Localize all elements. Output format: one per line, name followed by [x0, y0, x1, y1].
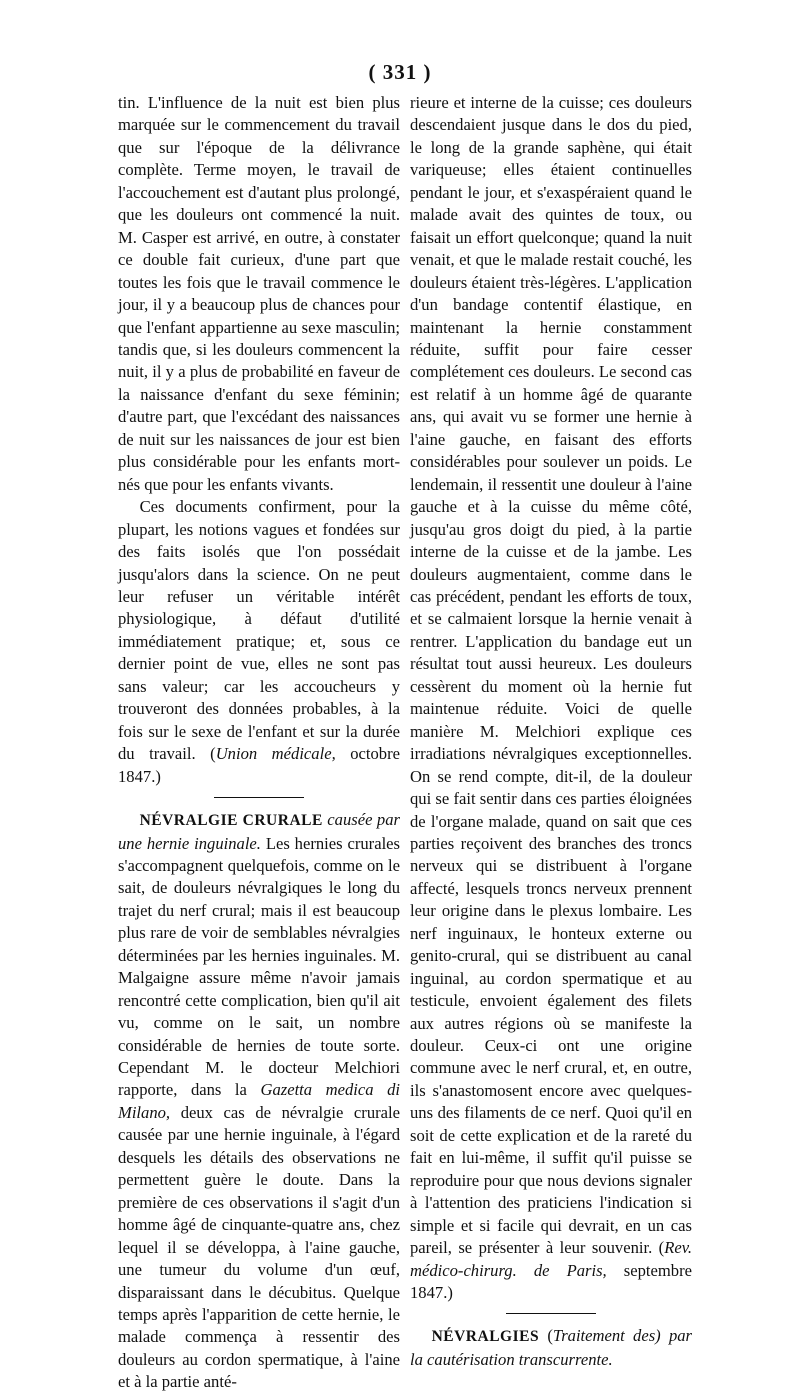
article-subheading: Traitement des) — [552, 1326, 661, 1346]
paragraph-text: Ces documents confirment, pour la plupart, les notions vagues et fondées sur des faits isolés que l'on possédait jusqu'alors dans la science. On ne peut leur refuser un véritable intérêt physiologique, à défaut d'utilité immédiatement pratique; et, sous ce dernier point de vue, elles ne sont pas sans valeur; car les accoucheurs y trouveront des données probables, à la fois sur le sexe de l'enfant et sur la durée du travail. — [118, 497, 400, 764]
paragraph — [118, 809, 400, 1394]
paragraph-text: rieure et interne de la cuisse; ces douleurs descendaient jusque dans le dos du pied, le long de la grande saphène, qui était variqueuse; elles étaient continuelles pendant le jour, et s'exaspéraient quand le malade avait des quintes de toux, ou faisait un effort quelconque; quand la nuit venait, et que le malade restait couché, les douleurs étaient très-légères. L'application d'un bandage contentif élastique, en maintenant la hernie constamment réduite, suffit pour faire cesser complétement ces douleurs. Le second cas est relatif à un homme âgé de quarante ans, qui avait vu se former une hernie à l'aine gauche, en faisant des efforts considérables pour soulever un poids. Le lendemain, il ressentit une douleur à l'aine gauche et à la cuisse du même côté, jusqu'au gros doigt du pied, à la partie interne de la cuisse et de la jambe. Les douleurs augmentaient, comme dans le cas précédent, pendant les efforts de toux, et se calmaient lorsque la hernie venait à rentrer. L'application du bandage eut un résultat tout aussi heureux. Les douleurs cessèrent du moment où la hernie fut maintenue réduite. Voici de quelle manière M. Melchiori explique ces irradiations névralgiques exceptionnelles. On se rend compte, dit-il, de la douleur qui se fait sentir dans ces parties éloignées de l'organe malade, quand on sait que ces parties reçoivent des branches des troncs nerveux qui se distribuent à l'organe affecté, lesquels troncs nerveux prennent leur origine dans le plexus lombaire. Les nerf inguinaux, le honteux externe ou genito-crural, qui se distribuent au canal inguinal, au cordon spermatique et au testicule, envoient également des filets aux autres régions où se manifeste la douleur. Ceux-ci ont une origine commune avec le nerf crural, et, en outre, ils s'anastomosent encore avec quelques-uns des filaments de ce nerf. Quoi qu'il en soit de cette explication et de la rareté du fait en lui-même, il suffit qu'il puisse se reproduire pour que nous devions signaler à l'attention des praticiens l'indication si simple et si facile qui devrait, en un cas pareil, se présenter à leur souvenir. — [410, 93, 692, 1258]
source-citation: Union médicale, — [215, 744, 336, 764]
journal-citation: Gazetta medica di Milano, — [118, 1080, 400, 1122]
paragraph — [118, 496, 400, 788]
paragraph — [410, 1325, 692, 1371]
page-number: ( 331 ) — [368, 60, 432, 84]
subheading-open-paren: ( — [547, 1326, 553, 1346]
article-subheading-continued: par la cautérisation transcurrente. — [410, 1326, 693, 1369]
source-open-paren: ( — [210, 744, 216, 764]
section-divider — [506, 1313, 596, 1314]
paragraph: tin. L'influence de la nuit est bien plus marquée sur le commencement du travail que sur l'époque de la délivrance complète. Terme moyen, le travail de l'accouchement est d'autant plus prolongé, que les douleurs ont commencé la nuit. M. Casper est arrivé, en outre, à constater ce double fait curieux, d'une part que toutes les fois que le travail commence le jour, il y a beaucoup plus de chances pour que l'enfant appartienne au sexe masculin; tandis que, si les douleurs commencent la nuit, il y a plus de probabilité en faveur de la naissance d'enfant du sexe féminin; d'autre part, que l'excédant des naissances de nuit sur les naissances de jour est bien plus considérable pour les enfants mort-nés que pour les enfants vivants. — [118, 93, 400, 494]
section-divider — [214, 797, 304, 798]
article-heading: NÉVRALGIES — [431, 1328, 540, 1346]
right-column — [410, 92, 692, 1371]
paragraph — [410, 92, 692, 1304]
left-column — [118, 92, 400, 1394]
article-heading: NÉVRALGIE CRURALE — [139, 812, 323, 830]
source-open-paren: ( — [658, 1238, 665, 1258]
paragraph-text: deux cas de névralgie crurale causée par une hernie inguinale, à l'égard desquels les détails des observations ne permettent guère le doute. Dans la première de ces observations il s'agit d'un homme âgé de cinquante-quatre ans, chez lequel il se développa, à l'aine gauche, une tumeur du volume d'un œuf, disparaissant dans le décubitus. Quelque temps après l'apparition de cette hernie, le malade commença à ressentir des douleurs au cordon spermatique, à l'aine et à la partie anté- — [118, 1102, 400, 1392]
paragraph-text: Les hernies crurales s'accompagnent quelquefois, comme on le sait, de douleurs névralgiques le long du trajet du nerf crural; mais il est beaucoup plus rare de voir de semblables névralgies déterminées par les hernies inguinales. M. Malgaigne assure même n'avoir jamais rencontré cette complication, bien qu'il ait vu, comme on le sait, un nombre considérable de hernies de toute sorte. Cependant M. le docteur Melchiori rapporte, dans la — [118, 833, 400, 1100]
source-date: septembre 1847.) — [410, 1260, 692, 1303]
article-subheading: causée par une hernie inguinale. — [118, 810, 400, 853]
source-citation: Rev. médico-chirurg. de Paris, — [410, 1238, 692, 1280]
source-date: octobre 1847.) — [118, 744, 400, 786]
